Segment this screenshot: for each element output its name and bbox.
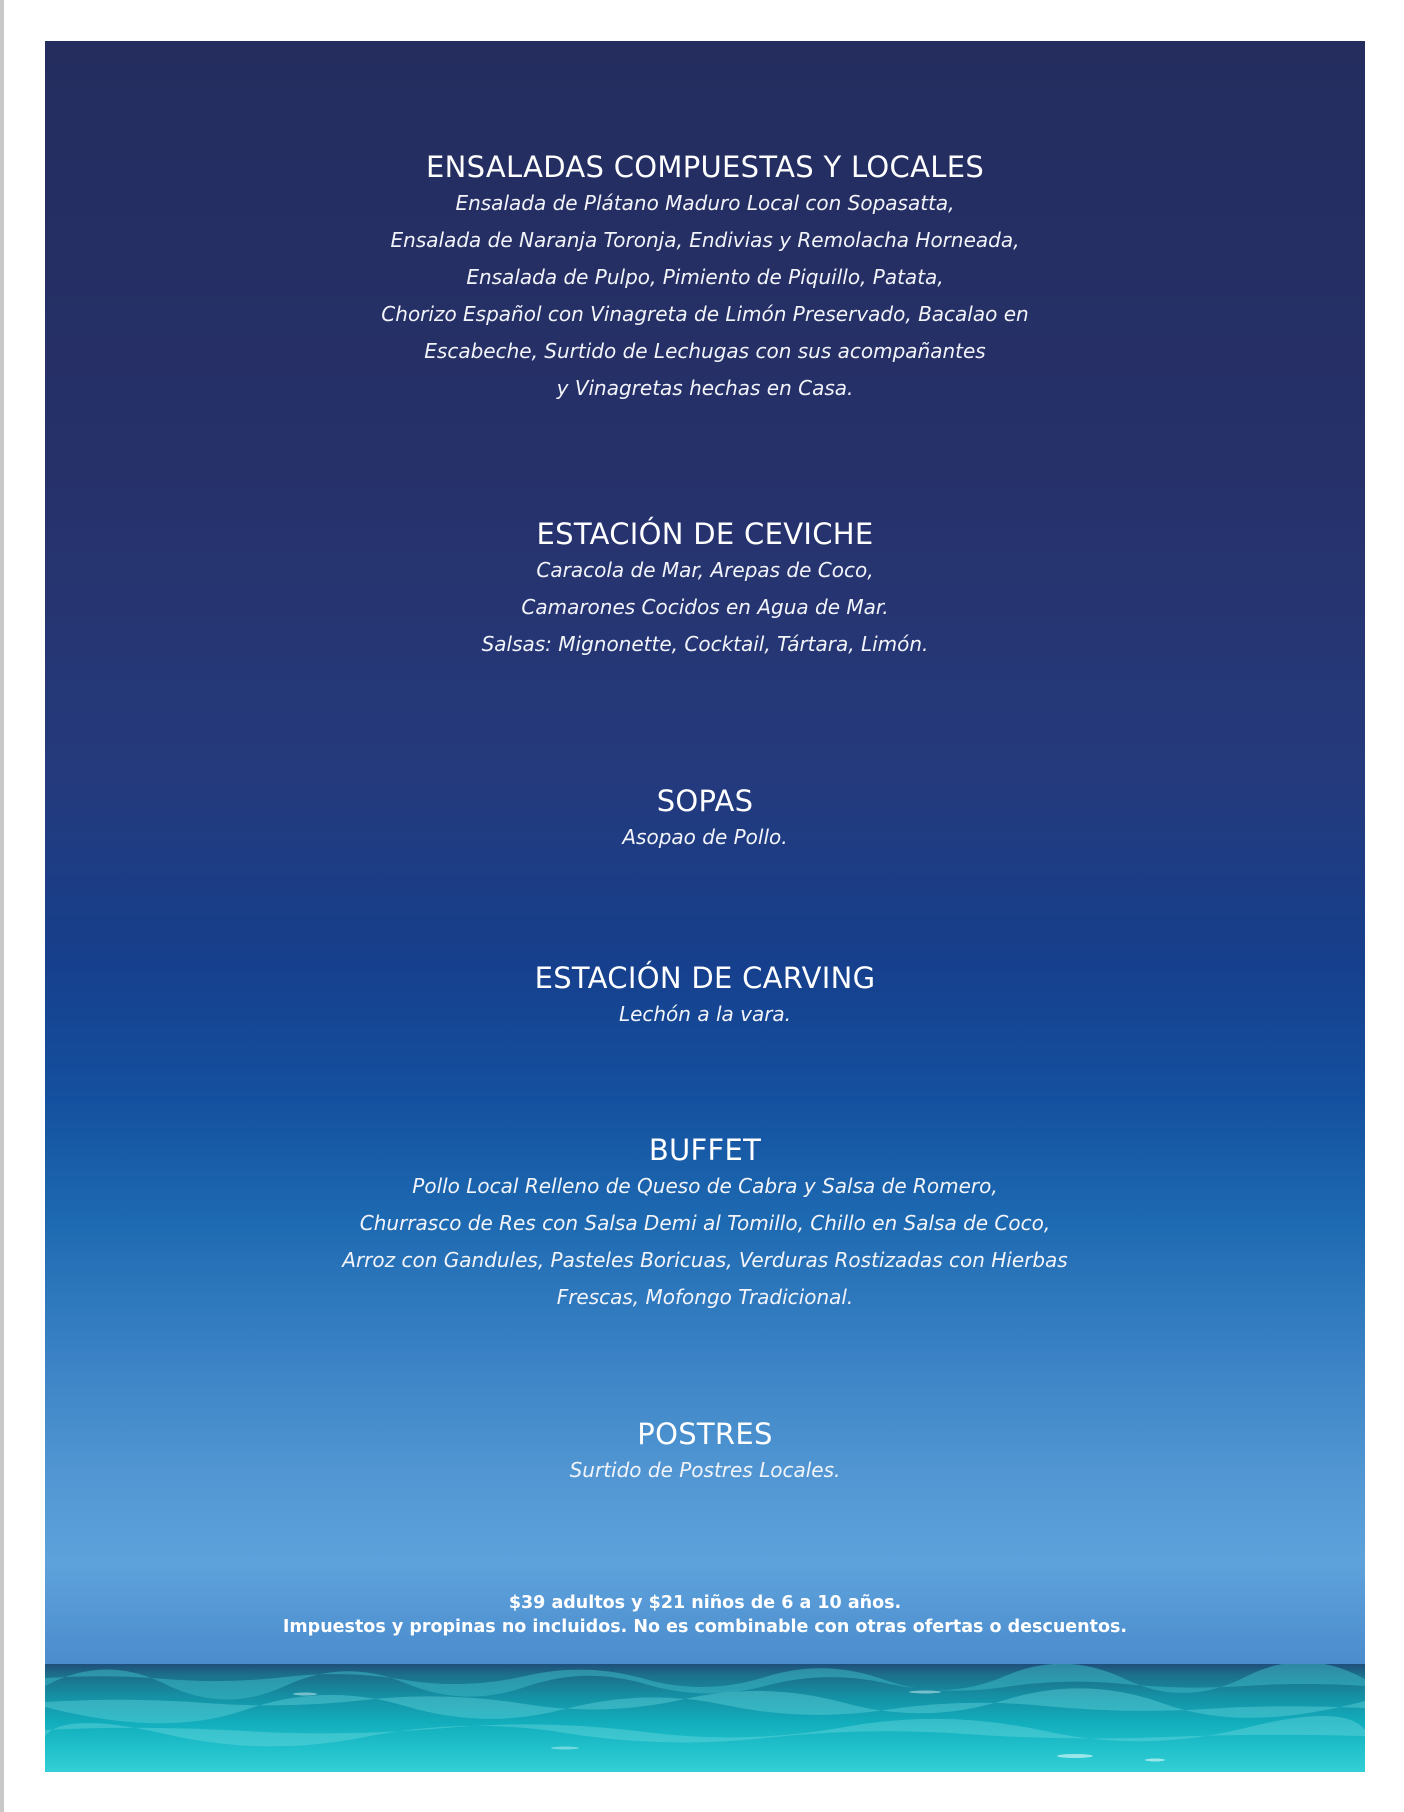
item-line: Camarones Cocidos en Agua de Mar. bbox=[521, 595, 889, 619]
menu-section-sopas bbox=[45, 783, 1365, 856]
item-line: Churrasco de Res con Salsa Demi al Tomillo, Chillo en Salsa de Coco, bbox=[359, 1211, 1051, 1235]
page-edge bbox=[0, 0, 4, 1812]
item-line: Arroz con Gandules, Pasteles Boricuas, Verduras Rostizadas con Hierbas bbox=[342, 1248, 1068, 1272]
item-line: Surtido de Postres Locales. bbox=[569, 1458, 841, 1482]
section-items bbox=[45, 996, 1365, 1033]
section-title: ESTACIÓN DE CARVING bbox=[534, 961, 876, 995]
section-title: ESTACIÓN DE CEVICHE bbox=[536, 517, 874, 551]
section-items bbox=[45, 1452, 1365, 1489]
item-line: Frescas, Mofongo Tradicional. bbox=[556, 1285, 854, 1309]
item-line: Asopao de Pollo. bbox=[622, 825, 788, 849]
item-line: Chorizo Español con Vinagreta de Limón Preservado, Bacalao en bbox=[381, 302, 1029, 326]
section-items bbox=[45, 1168, 1365, 1316]
section-items bbox=[45, 185, 1365, 407]
menu-section-ensaladas bbox=[45, 149, 1365, 407]
section-items bbox=[45, 552, 1365, 663]
menu-section-postres bbox=[45, 1416, 1365, 1489]
menu-content bbox=[45, 41, 1365, 1772]
item-line: Pollo Local Relleno de Queso de Cabra y Salsa de Romero, bbox=[412, 1174, 998, 1198]
section-title: POSTRES bbox=[637, 1417, 773, 1451]
item-line: Ensalada de Pulpo, Pimiento de Piquillo, Patata, bbox=[466, 265, 944, 289]
item-line: Caracola de Mar, Arepas de Coco, bbox=[536, 558, 874, 582]
item-line: Salsas: Mignonette, Cocktail, Tártara, Limón. bbox=[481, 632, 929, 656]
menu-page bbox=[45, 41, 1365, 1772]
item-line: Ensalada de Naranja Toronja, Endivias y Remolacha Horneada, bbox=[390, 228, 1020, 252]
menu-section-buffet bbox=[45, 1132, 1365, 1316]
menu-section-ceviche bbox=[45, 516, 1365, 663]
item-line: y Vinagretas hechas en Casa. bbox=[556, 376, 854, 400]
disclaimer-text: Impuestos y propinas no incluidos. No es combinable con otras ofertas o descuentos. bbox=[282, 1617, 1128, 1637]
item-line: Lechón a la vara. bbox=[618, 1002, 792, 1026]
section-title: BUFFET bbox=[648, 1133, 762, 1167]
section-title: ENSALADAS COMPUESTAS Y LOCALES bbox=[425, 150, 985, 184]
item-line: Ensalada de Plátano Maduro Local con Sopasatta, bbox=[455, 191, 955, 215]
pricing-footer bbox=[45, 1591, 1365, 1639]
item-line: Escabeche, Surtido de Lechugas con sus acompañantes bbox=[424, 339, 986, 363]
section-title: SOPAS bbox=[656, 784, 754, 818]
menu-section-carving bbox=[45, 960, 1365, 1033]
price-text: $39 adultos y $21 niños de 6 a 10 años. bbox=[508, 1593, 902, 1613]
section-items bbox=[45, 819, 1365, 856]
